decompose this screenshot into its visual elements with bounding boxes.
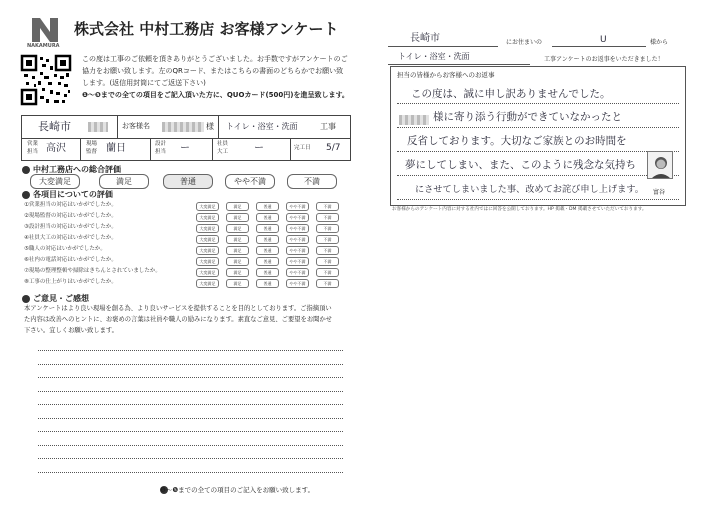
site-label-2: 監督 <box>86 149 98 155</box>
question-option[interactable]: 大変満足 <box>196 279 219 288</box>
intro-line-3: します。(返信用封筒にてご返送下さい) <box>82 79 206 87</box>
reply-redacted-name <box>399 115 429 125</box>
section2-title: 各項目についての評価 <box>33 190 113 199</box>
question-label: ①営業担当の対応はいかがでしたか。 <box>24 202 117 208</box>
question-option[interactable]: やや不満 <box>286 213 309 222</box>
reply-name-label: にお住まいの <box>506 39 543 46</box>
question-option[interactable]: やや不満 <box>286 257 309 266</box>
question-label: ⑧工事の仕上がりはいかがでしたか。 <box>24 279 117 285</box>
done-value: 5/7 <box>326 143 341 153</box>
sales-label-2: 担当 <box>27 149 39 155</box>
question-option[interactable]: 普通 <box>256 202 279 211</box>
question-option[interactable]: 満足 <box>226 268 249 277</box>
done-label: 完工日 <box>294 145 311 151</box>
section1-number-icon <box>22 166 30 174</box>
question-option[interactable]: 満足 <box>226 257 249 266</box>
work-type-value: トイレ・浴室・洗面 <box>226 122 298 131</box>
reply-footnote: お客様からのアンケート内容に対する社内ではに回答を公開しております。HP 掲載・DM 掲載させていただいております。 <box>392 207 647 212</box>
question-label: ③設計担当の対応はいかがでしたか。 <box>24 224 117 230</box>
question-option[interactable]: 大変満足 <box>196 246 219 255</box>
question-option[interactable]: 不満 <box>316 268 339 277</box>
site-label: 現場 <box>86 141 98 147</box>
question-option[interactable]: 満足 <box>226 202 249 211</box>
reply-name-suffix: 様から <box>650 39 669 46</box>
comment-line[interactable] <box>38 445 343 446</box>
question-option[interactable]: やや不満 <box>286 268 309 277</box>
question-option[interactable]: やや不満 <box>286 224 309 233</box>
question-option[interactable]: 不満 <box>316 235 339 244</box>
comment-line[interactable] <box>38 377 343 378</box>
comment-line[interactable] <box>38 418 343 419</box>
question-option[interactable]: 普通 <box>256 246 279 255</box>
site-value: 蘭日 <box>106 143 126 154</box>
sales-label: 営業 <box>27 141 39 147</box>
question-label: ⑦現場の整理整頓や掃除はきちんとされていましたか。 <box>24 268 161 274</box>
question-option[interactable]: 普通 <box>256 224 279 233</box>
carpenter-label-2: 大工 <box>217 149 229 155</box>
question-label: ②現場監督の対応はいかがでしたか。 <box>24 213 117 219</box>
question-option[interactable]: 普通 <box>256 268 279 277</box>
avatar <box>647 151 673 179</box>
question-option[interactable]: 不満 <box>316 257 339 266</box>
question-option[interactable]: 大変満足 <box>196 235 219 244</box>
question-option[interactable]: 大変満足 <box>196 257 219 266</box>
survey-title: 株式会社 中村工務店 お客様アンケート <box>74 20 339 38</box>
work-suffix: 工事 <box>320 122 336 131</box>
question-option[interactable]: 満足 <box>226 246 249 255</box>
question-option[interactable]: 普通 <box>256 213 279 222</box>
question-option[interactable]: 普通 <box>256 257 279 266</box>
qr-code[interactable] <box>20 54 72 106</box>
section3-desc-1: 本アンケートはより良い現場を創る為、より良いサービスを提供することを目的としております。ご指摘頂い <box>24 305 332 312</box>
comment-line[interactable] <box>38 364 343 365</box>
overall-option-very-satisfied[interactable]: 大変満足 <box>30 174 80 189</box>
design-value: ー <box>180 143 190 154</box>
section3-number-icon <box>22 295 30 303</box>
question-option[interactable]: 満足 <box>226 279 249 288</box>
person-photo-icon <box>648 152 673 179</box>
footer-note: ❶～❺までの全ての項目のご記入をお願い致します。 <box>160 486 315 494</box>
intro-line-1: この度は工事のご依頼を頂きありがとうございました。お手数ですがアンケートのご <box>82 55 348 63</box>
comment-line[interactable] <box>38 472 343 473</box>
overall-option-slightly-dissatisfied[interactable]: やや不満 <box>225 174 275 189</box>
customer-name-prefix: 長崎市 <box>38 120 71 133</box>
customer-suffix: 様 <box>206 122 214 131</box>
question-option[interactable]: 満足 <box>226 224 249 233</box>
question-label: ⑤職人の対応はいかがでしたか。 <box>24 246 106 252</box>
logo-text: NAKAMURA <box>27 43 60 49</box>
company-logo <box>28 14 62 48</box>
customer-name-redacted <box>88 122 108 132</box>
reply-message-line-3: 反省しております。大切なご家族とのお時間を <box>407 135 627 147</box>
question-option[interactable]: 満足 <box>226 213 249 222</box>
question-option[interactable]: やや不満 <box>286 202 309 211</box>
question-option[interactable]: 大変満足 <box>196 202 219 211</box>
reply-message-line-5: にさせてしまいました事、改めてお詫び申し上げます。 <box>415 184 644 195</box>
intro-line-4: ❶～❺までの全ての項目をご記入頂いた方に、QUOカード(500円)を進呈致します。 <box>82 91 349 99</box>
info-table <box>21 115 351 161</box>
overall-option-satisfied[interactable]: 満足 <box>99 174 149 189</box>
section3-title: ご意見・ご感想 <box>33 294 89 303</box>
sales-value: 高沢 <box>46 143 66 154</box>
question-option[interactable]: 満足 <box>226 235 249 244</box>
comment-line[interactable] <box>38 404 343 405</box>
section2-number-icon <box>22 191 30 199</box>
design-label: 設計 <box>155 141 167 147</box>
intro-line-2: 協力をお願い致します。左のQRコード、またはこちらの書面のどちらかでお願い致 <box>82 67 344 75</box>
overall-option-dissatisfied[interactable]: 不満 <box>287 174 337 189</box>
reply-message-line-2: 様に寄り添う行動ができていなかったと <box>433 111 622 123</box>
question-option[interactable]: 不満 <box>316 213 339 222</box>
comment-line[interactable] <box>38 391 343 392</box>
comment-line[interactable] <box>38 458 343 459</box>
logo-mark-icon <box>28 14 62 44</box>
reply-box-header: 担当の皆様からお客様へのお返事 <box>397 71 495 79</box>
question-option[interactable]: 大変満足 <box>196 224 219 233</box>
question-label: ⑥社内の電話対応はいかがでしたか。 <box>24 257 117 263</box>
section1-title: 中村工務店への総合評価 <box>33 165 121 174</box>
customer-name-label: お客様名 <box>122 122 150 130</box>
question-label: ④社員大工の対応はいかがでしたか。 <box>24 235 117 241</box>
reply-work-value: トイレ・浴室・洗面 <box>398 52 470 61</box>
comment-line[interactable] <box>38 350 343 351</box>
reply-signature: 富谷 <box>653 189 666 196</box>
reply-message-box <box>390 66 686 206</box>
customer-fullname-redacted <box>162 122 204 132</box>
question-option[interactable]: やや不満 <box>286 246 309 255</box>
overall-option-normal[interactable]: 普通 <box>163 174 213 189</box>
section3-desc-3: 下さい。宜しくお願い致します。 <box>24 327 118 334</box>
question-option[interactable]: やや不満 <box>286 279 309 288</box>
question-option[interactable]: 不満 <box>316 224 339 233</box>
question-option[interactable]: 不満 <box>316 246 339 255</box>
section3-desc-2: た内容は改善へのヒントに、お褒めの言葉は社員や職人の励みになります。素直なご意見、ご要望をお聞かせ <box>24 316 333 323</box>
question-option[interactable]: 大変満足 <box>196 213 219 222</box>
reply-work-note: 工事アンケートのお返事をいただきました！ <box>544 56 664 63</box>
question-option[interactable]: 不満 <box>316 279 339 288</box>
design-label-2: 担当 <box>155 149 167 155</box>
question-option[interactable]: やや不満 <box>286 235 309 244</box>
comment-line[interactable] <box>38 431 343 432</box>
question-option[interactable]: 普通 <box>256 235 279 244</box>
question-option[interactable]: 大変満足 <box>196 268 219 277</box>
reply-message-line-1: この度は、誠に申し訳ありませんでした。 <box>411 88 611 100</box>
question-option[interactable]: 不満 <box>316 202 339 211</box>
carpenter-label: 社員 <box>217 141 229 147</box>
reply-name-value: U <box>600 35 607 45</box>
reply-address-value: 長崎市 <box>410 33 440 44</box>
carpenter-value: ー <box>254 143 264 154</box>
reply-message-line-4: 夢にしてしまい、また、このように残念な気持ち <box>405 159 636 171</box>
question-option[interactable]: 普通 <box>256 279 279 288</box>
